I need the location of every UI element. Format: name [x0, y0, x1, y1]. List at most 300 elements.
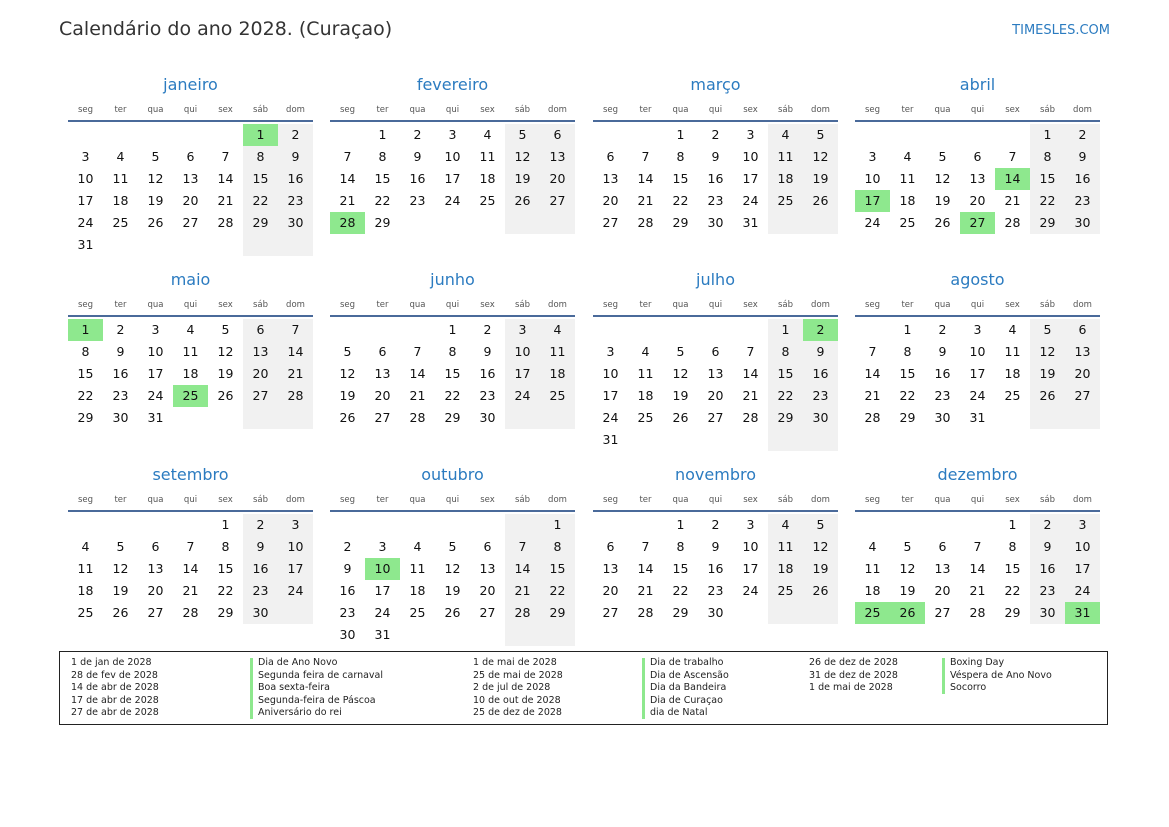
day-cell — [173, 407, 208, 429]
day-cell: 22 — [217, 583, 234, 598]
weekday-label: sáb — [514, 105, 531, 115]
day-cell: 5 — [448, 539, 457, 554]
day-cell — [698, 429, 733, 451]
legend-date: 10 de out de 2028 — [473, 694, 561, 706]
day-cell: 9 — [483, 344, 492, 359]
day-cell — [593, 514, 628, 536]
site-link[interactable]: TIMESLES.COM — [1012, 23, 1110, 38]
weekday-label: qua — [934, 300, 951, 310]
day-cell — [208, 407, 243, 429]
weekend-cell — [243, 234, 278, 256]
week-row — [593, 536, 838, 558]
day-cell: 31 — [742, 215, 759, 230]
week-row — [855, 341, 1100, 363]
day-cell: 1 — [676, 127, 685, 142]
day-cell: 19 — [934, 193, 951, 208]
weekday-label: sex — [1005, 300, 1020, 310]
weekend-cell — [540, 407, 575, 429]
day-cell: 9 — [116, 344, 125, 359]
day-cell: 18 — [864, 583, 881, 598]
day-cell: 28 — [864, 410, 881, 425]
weekday-label: qui — [708, 495, 723, 505]
day-cell: 29 — [899, 410, 916, 425]
week-row — [68, 580, 313, 602]
month-name: dezembro — [937, 465, 1018, 484]
weekend-cell: 29 — [1030, 212, 1065, 234]
weekend-cell: 7 — [278, 319, 313, 341]
day-cell: 31 — [374, 627, 391, 642]
legend-date: 25 de dez de 2028 — [473, 707, 562, 719]
weekday-label: dom — [286, 495, 305, 505]
week-row — [68, 319, 313, 341]
weekend-cell — [505, 514, 540, 536]
day-cell: 13 — [602, 561, 619, 576]
weekend-cell: 22 — [540, 580, 575, 602]
day-cell: 28 — [969, 605, 986, 620]
day-cell: 18 — [479, 171, 496, 186]
day-cell: 15 — [217, 561, 234, 576]
week-row — [855, 407, 1100, 429]
day-cell — [435, 624, 470, 646]
day-cell: 29 — [672, 605, 689, 620]
day-cell: 17 — [742, 561, 759, 576]
weekday-label: qui — [445, 300, 460, 310]
day-cell: 27 — [374, 410, 391, 425]
legend-color-bar — [250, 658, 253, 719]
weekday-label: sex — [218, 495, 233, 505]
weekend-cell: 25 — [540, 385, 575, 407]
weekday-label: ter — [639, 300, 652, 310]
day-cell: 30 — [112, 410, 129, 425]
weekday-label: ter — [901, 495, 914, 505]
week-row — [68, 341, 313, 363]
weekend-cell: 23 — [803, 385, 838, 407]
day-cell: 8 — [676, 539, 685, 554]
weekend-cell: 21 — [505, 580, 540, 602]
day-cell: 6 — [378, 344, 387, 359]
month-name: abril — [959, 75, 996, 94]
day-cell: 11 — [1004, 344, 1021, 359]
week-row — [593, 190, 838, 212]
day-cell: 26 — [444, 605, 461, 620]
day-cell: 7 — [973, 539, 982, 554]
week-row — [330, 363, 575, 385]
day-cell: 27 — [707, 410, 724, 425]
day-cell: 7 — [221, 149, 230, 164]
day-cell: 8 — [378, 149, 387, 164]
weekday-label: dom — [811, 495, 830, 505]
day-cell: 16 — [479, 366, 496, 381]
day-cell: 26 — [672, 410, 689, 425]
weekend-cell: 12 — [505, 146, 540, 168]
day-cell: 6 — [606, 539, 615, 554]
holiday-cell: 1 — [68, 319, 103, 341]
day-cell: 5 — [938, 149, 947, 164]
day-cell: 20 — [374, 388, 391, 403]
weekend-cell: 16 — [278, 168, 313, 190]
day-cell: 21 — [1004, 193, 1021, 208]
weekday-label: seg — [77, 300, 94, 310]
weekday-label: sex — [743, 300, 758, 310]
day-cell: 24 — [742, 193, 759, 208]
legend-dates — [473, 657, 563, 720]
weekend-cell: 20 — [243, 363, 278, 385]
weekday-label: seg — [77, 495, 94, 505]
day-cell: 3 — [746, 517, 755, 532]
day-cell: 18 — [409, 583, 426, 598]
weekend-cell: 1 — [768, 319, 803, 341]
legend-holiday-name: Segunda feira de carnaval — [258, 669, 383, 681]
day-cell: 4 — [413, 539, 422, 554]
day-cell: 16 — [707, 171, 724, 186]
day-cell: 2 — [483, 322, 492, 337]
weekend-cell: 17 — [278, 558, 313, 580]
day-cell: 16 — [339, 583, 356, 598]
weekday-label: ter — [376, 300, 389, 310]
day-cell — [593, 319, 628, 341]
weekday-label: seg — [602, 495, 619, 505]
day-cell: 18 — [112, 193, 129, 208]
weekend-cell: 2 — [1030, 514, 1065, 536]
day-cell: 18 — [182, 366, 199, 381]
week-row — [68, 602, 313, 624]
day-cell: 22 — [1004, 583, 1021, 598]
day-cell: 11 — [182, 344, 199, 359]
day-cell: 24 — [969, 388, 986, 403]
weekday-label: ter — [901, 105, 914, 115]
month-outubro — [330, 465, 575, 646]
day-cell — [855, 124, 890, 146]
week-row — [855, 602, 1100, 624]
day-cell: 22 — [672, 193, 689, 208]
weekend-cell: 23 — [243, 580, 278, 602]
weekend-cell: 26 — [1030, 385, 1065, 407]
week-row — [68, 363, 313, 385]
weekday-label: sáb — [252, 495, 269, 505]
weekday-header — [593, 100, 838, 122]
day-cell: 11 — [864, 561, 881, 576]
weekday-label: qua — [409, 495, 426, 505]
week-row — [855, 558, 1100, 580]
day-cell — [470, 514, 505, 536]
week-row — [330, 407, 575, 429]
day-cell: 11 — [112, 171, 129, 186]
day-cell: 23 — [409, 193, 426, 208]
weekday-header — [593, 295, 838, 317]
day-cell — [890, 514, 925, 536]
day-cell: 10 — [742, 149, 759, 164]
day-cell: 24 — [444, 193, 461, 208]
weekend-cell — [278, 407, 313, 429]
day-cell — [470, 212, 505, 234]
day-cell: 19 — [672, 388, 689, 403]
day-cell: 3 — [81, 149, 90, 164]
weekend-cell: 4 — [540, 319, 575, 341]
day-cell: 10 — [77, 171, 94, 186]
day-cell: 10 — [602, 366, 619, 381]
day-cell: 6 — [606, 149, 615, 164]
week-row — [68, 234, 313, 256]
weekday-label: seg — [77, 105, 94, 115]
day-cell: 20 — [479, 583, 496, 598]
day-cell — [960, 124, 995, 146]
weekend-cell: 13 — [243, 341, 278, 363]
week-row — [330, 536, 575, 558]
legend-date: 28 de fev de 2028 — [71, 669, 158, 681]
weekday-header — [330, 100, 575, 122]
weekday-label: seg — [339, 495, 356, 505]
legend-color-bar — [642, 658, 645, 719]
day-cell: 4 — [868, 539, 877, 554]
weekday-label: sex — [480, 495, 495, 505]
day-cell: 21 — [864, 388, 881, 403]
day-cell: 1 — [676, 517, 685, 532]
page-title: Calendário do ano 2028. (Curaçao) — [59, 18, 393, 40]
day-cell: 13 — [602, 171, 619, 186]
day-cell: 12 — [112, 561, 129, 576]
day-cell: 13 — [479, 561, 496, 576]
weekday-header — [855, 295, 1100, 317]
weekend-cell: 5 — [505, 124, 540, 146]
weekend-cell: 4 — [768, 514, 803, 536]
weekday-label: ter — [114, 495, 127, 505]
day-cell: 11 — [77, 561, 94, 576]
weekday-label: qui — [970, 300, 985, 310]
week-row — [68, 124, 313, 146]
week-row — [855, 363, 1100, 385]
day-cell: 1 — [221, 517, 230, 532]
day-cell: 28 — [182, 605, 199, 620]
month-name: janeiro — [163, 75, 218, 94]
legend-holiday-name: Boa sexta-feira — [258, 682, 330, 694]
day-cell: 24 — [742, 583, 759, 598]
weekday-label: ter — [639, 495, 652, 505]
day-cell: 2 — [938, 322, 947, 337]
day-cell: 7 — [186, 539, 195, 554]
day-cell: 12 — [444, 561, 461, 576]
weekend-cell: 22 — [1030, 190, 1065, 212]
month-name: março — [690, 75, 741, 94]
day-cell: 22 — [374, 193, 391, 208]
day-cell — [995, 124, 1030, 146]
weekend-cell: 30 — [1065, 212, 1100, 234]
weekday-label: sáb — [1039, 495, 1056, 505]
weekend-cell: 15 — [243, 168, 278, 190]
day-cell: 13 — [147, 561, 164, 576]
weekday-label: sex — [743, 105, 758, 115]
week-row — [593, 319, 838, 341]
day-cell: 31 — [602, 432, 619, 447]
weekend-cell: 22 — [243, 190, 278, 212]
day-cell — [995, 407, 1030, 429]
day-cell: 21 — [637, 193, 654, 208]
weekday-label: qui — [708, 105, 723, 115]
day-cell: 23 — [479, 388, 496, 403]
holiday-cell: 31 — [1065, 602, 1100, 624]
week-row — [855, 146, 1100, 168]
day-cell: 6 — [711, 344, 720, 359]
weekend-cell: 5 — [803, 514, 838, 536]
weekend-cell: 19 — [803, 558, 838, 580]
day-cell: 18 — [77, 583, 94, 598]
day-cell: 15 — [444, 366, 461, 381]
week-row — [593, 212, 838, 234]
day-cell — [173, 514, 208, 536]
weekday-label: ter — [376, 495, 389, 505]
legend-dates — [71, 657, 159, 720]
day-cell: 14 — [969, 561, 986, 576]
weekend-cell: 3 — [278, 514, 313, 536]
day-cell: 19 — [444, 583, 461, 598]
day-cell: 25 — [899, 215, 916, 230]
weekend-cell: 26 — [505, 190, 540, 212]
day-cell: 1 — [378, 127, 387, 142]
holiday-cell: 27 — [960, 212, 995, 234]
legend-names — [650, 657, 729, 720]
day-cell — [663, 319, 698, 341]
day-cell: 29 — [374, 215, 391, 230]
weekday-label: qua — [147, 495, 164, 505]
month-name: maio — [170, 270, 211, 289]
weekend-cell: 20 — [1065, 363, 1100, 385]
day-cell — [173, 234, 208, 256]
month-name: outubro — [421, 465, 484, 484]
weekday-label: dom — [548, 105, 567, 115]
weekday-label: qua — [409, 105, 426, 115]
day-cell: 7 — [1008, 149, 1017, 164]
weekday-label: qui — [183, 300, 198, 310]
weekday-header — [68, 295, 313, 317]
week-row — [68, 212, 313, 234]
day-cell: 6 — [151, 539, 160, 554]
day-cell: 27 — [479, 605, 496, 620]
weekend-cell: 11 — [768, 536, 803, 558]
weekend-cell: 2 — [1065, 124, 1100, 146]
day-cell: 21 — [339, 193, 356, 208]
week-row — [68, 536, 313, 558]
day-cell: 30 — [707, 215, 724, 230]
day-cell: 29 — [1004, 605, 1021, 620]
day-cell: 20 — [602, 193, 619, 208]
weekend-cell: 16 — [1030, 558, 1065, 580]
day-cell: 15 — [1004, 561, 1021, 576]
day-cell: 14 — [864, 366, 881, 381]
weekend-cell: 23 — [1030, 580, 1065, 602]
weekday-label: seg — [602, 105, 619, 115]
day-cell — [698, 319, 733, 341]
day-cell: 1 — [1008, 517, 1017, 532]
day-cell — [400, 319, 435, 341]
month-setembro — [68, 465, 313, 624]
weekend-cell: 16 — [803, 363, 838, 385]
day-cell — [138, 514, 173, 536]
weekend-cell: 10 — [278, 536, 313, 558]
legend-names — [258, 657, 383, 720]
weekend-cell: 23 — [1065, 190, 1100, 212]
day-cell — [628, 319, 663, 341]
day-cell: 22 — [672, 583, 689, 598]
day-cell: 3 — [868, 149, 877, 164]
weekday-label: seg — [339, 300, 356, 310]
weekday-header — [593, 490, 838, 512]
weekday-header — [68, 100, 313, 122]
weekend-cell: 10 — [1065, 536, 1100, 558]
day-cell: 5 — [676, 344, 685, 359]
weekend-cell: 18 — [540, 363, 575, 385]
day-cell — [208, 234, 243, 256]
month-name: agosto — [950, 270, 1005, 289]
weekend-cell: 6 — [540, 124, 575, 146]
weekday-label: sáb — [1039, 105, 1056, 115]
day-cell — [435, 514, 470, 536]
weekday-label: qua — [672, 105, 689, 115]
day-cell: 29 — [672, 215, 689, 230]
weekday-label: sáb — [514, 495, 531, 505]
day-cell: 24 — [77, 215, 94, 230]
day-cell: 17 — [602, 388, 619, 403]
day-cell: 7 — [641, 539, 650, 554]
day-cell: 15 — [77, 366, 94, 381]
day-cell: 7 — [641, 149, 650, 164]
weekend-cell — [803, 602, 838, 624]
month-abril — [855, 75, 1100, 234]
day-cell — [208, 124, 243, 146]
day-cell: 16 — [112, 366, 129, 381]
week-row — [68, 146, 313, 168]
weekend-cell — [278, 602, 313, 624]
legend-date: 1 de mai de 2028 — [473, 657, 557, 668]
weekday-label: seg — [602, 300, 619, 310]
week-row — [593, 407, 838, 429]
holiday-cell: 26 — [890, 602, 925, 624]
weekend-cell: 19 — [1030, 363, 1065, 385]
day-cell — [330, 124, 365, 146]
legend-date: 1 de jan de 2028 — [71, 657, 152, 668]
weekend-cell — [540, 212, 575, 234]
day-cell: 15 — [899, 366, 916, 381]
day-cell: 5 — [221, 322, 230, 337]
weekend-cell: 13 — [1065, 341, 1100, 363]
weekend-cell: 8 — [540, 536, 575, 558]
day-cell: 30 — [934, 410, 951, 425]
weekday-label: dom — [1073, 300, 1092, 310]
day-cell: 24 — [864, 215, 881, 230]
weekday-label: qui — [445, 105, 460, 115]
weekday-label: dom — [811, 300, 830, 310]
weekend-cell: 3 — [505, 319, 540, 341]
day-cell: 18 — [1004, 366, 1021, 381]
weekday-label: qui — [183, 495, 198, 505]
legend-date: 31 de dez de 2028 — [809, 669, 898, 681]
day-cell: 5 — [343, 344, 352, 359]
day-cell: 14 — [409, 366, 426, 381]
day-cell: 9 — [711, 149, 720, 164]
weekend-cell — [803, 212, 838, 234]
weekend-cell: 1 — [540, 514, 575, 536]
day-cell — [890, 124, 925, 146]
legend-holiday-name: Boxing Day — [950, 657, 1005, 668]
day-cell — [855, 514, 890, 536]
legend-dates — [809, 657, 898, 695]
weekend-cell: 25 — [768, 190, 803, 212]
day-cell: 24 — [147, 388, 164, 403]
day-cell: 22 — [77, 388, 94, 403]
month-name: junho — [430, 270, 475, 289]
weekend-cell: 26 — [803, 580, 838, 602]
day-cell — [733, 602, 768, 624]
month-julho — [593, 270, 838, 451]
holiday-cell: 1 — [243, 124, 278, 146]
